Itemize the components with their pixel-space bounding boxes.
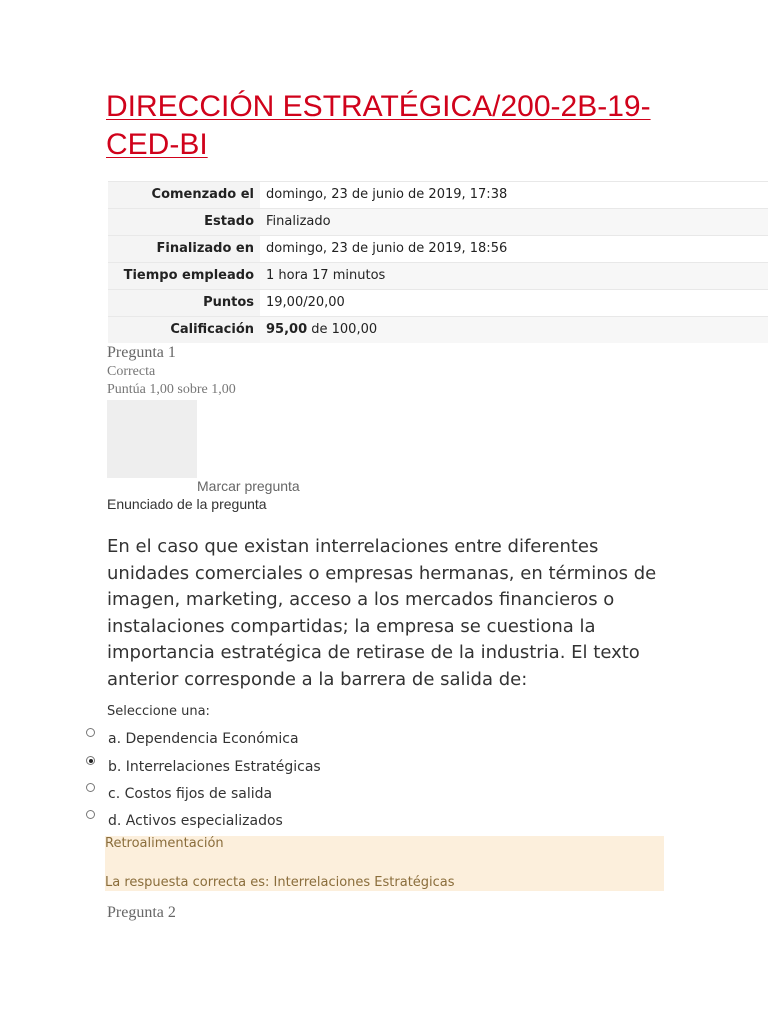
summary-row-grade (108, 317, 768, 344)
answer-option-c[interactable] (86, 783, 486, 807)
feedback-title: Retroalimentación (105, 836, 224, 851)
summary-label: Estado (108, 209, 260, 236)
answer-option-b[interactable] (86, 756, 486, 780)
summary-value: domingo, 23 de junio de 2019, 18:56 (260, 236, 768, 263)
summary-label: Puntos (108, 290, 260, 317)
summary-value (260, 317, 768, 344)
question-grade: Puntúa 1,00 sobre 1,00 (107, 382, 236, 397)
flag-icon[interactable] (107, 400, 197, 478)
question-number: Pregunta 1 (107, 344, 176, 361)
answer-option-label[interactable]: d. Activos especializados (108, 813, 283, 829)
flag-question-link[interactable]: Marcar pregunta (197, 478, 300, 494)
radio-button-selected[interactable] (86, 756, 95, 765)
attempt-summary-table (108, 181, 768, 343)
question-number: Pregunta 2 (107, 904, 176, 921)
grade-value: 95,00 (266, 322, 308, 337)
summary-row-finished (108, 236, 768, 263)
feedback-box (105, 836, 664, 891)
correct-answer-text: La respuesta correcta es: Interrelaciones Estratégicas (105, 875, 455, 890)
summary-label: Tiempo empleado (108, 263, 260, 290)
summary-row-started (108, 182, 768, 209)
summary-row-state (108, 209, 768, 236)
summary-label: Finalizado en (108, 236, 260, 263)
answer-option-a[interactable] (86, 728, 486, 752)
summary-value: 1 hora 17 minutos (260, 263, 768, 290)
summary-row-points (108, 290, 768, 317)
summary-row-time (108, 263, 768, 290)
summary-label: Comenzado el (108, 182, 260, 209)
question-state: Correcta (107, 364, 156, 379)
radio-button[interactable] (86, 810, 95, 819)
answer-option-d[interactable] (86, 810, 486, 834)
statement-heading: Enunciado de la pregunta (107, 496, 267, 512)
grade-max: de 100,00 (307, 322, 378, 337)
answer-option-label[interactable]: c. Costos fijos de salida (108, 786, 273, 802)
answer-option-label[interactable]: b. Interrelaciones Estratégicas (108, 759, 321, 775)
summary-value: domingo, 23 de junio de 2019, 17:38 (260, 182, 768, 209)
radio-button[interactable] (86, 728, 95, 737)
answer-prompt: Seleccione una: (107, 704, 210, 719)
page-title: DIRECCIÓN ESTRATÉGICA/200-2B-19-CED-BI (106, 90, 651, 161)
summary-value: 19,00/20,00 (260, 290, 768, 317)
question-text: En el caso que existan interrelaciones entre diferentes unidades comerciales o empresas hermanas, en términos de imagen, marketing, acceso a los mercados financieros o instalaciones compartidas; la empresa se cuestiona la importancia estratégica de retirase de la industria. El texto anterior corresponde a la barrera de salida de: (107, 536, 657, 690)
radio-button[interactable] (86, 783, 95, 792)
summary-label: Calificación (108, 317, 260, 344)
summary-value: Finalizado (260, 209, 768, 236)
answer-option-label[interactable]: a. Dependencia Económica (108, 731, 299, 747)
